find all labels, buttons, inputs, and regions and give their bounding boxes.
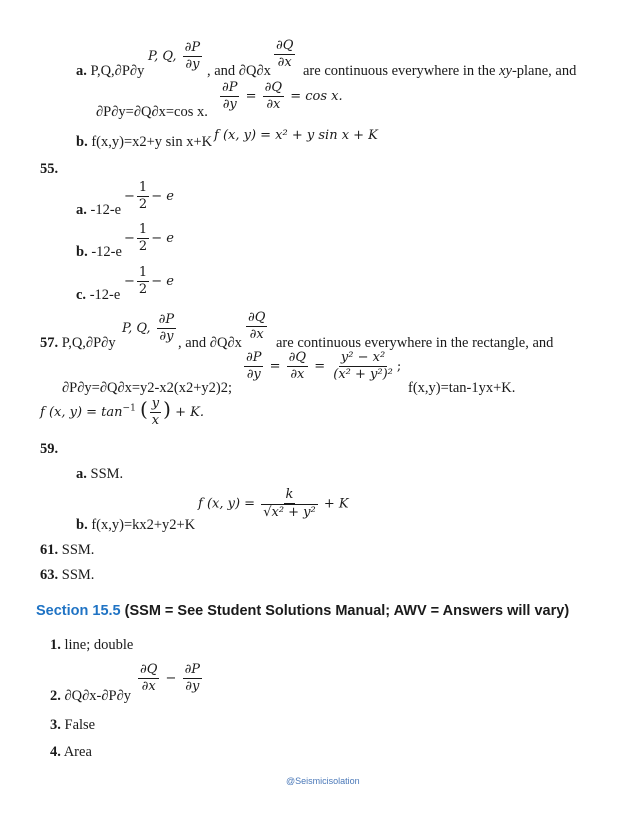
- text: -plane, and: [511, 63, 577, 79]
- math-equation: [218, 80, 343, 113]
- fraction: [263, 80, 284, 113]
- math-55c: [124, 265, 174, 298]
- alt-text: -12-e: [90, 202, 122, 218]
- answer-57: [40, 334, 116, 352]
- frac-num: ∂P: [222, 80, 238, 95]
- frac-num: k: [285, 487, 294, 502]
- mid-text: , and ∂Q∂x: [207, 63, 271, 79]
- frac-num: ∂Q: [248, 310, 266, 325]
- superscript: −1: [122, 403, 136, 414]
- problem-number-55: 55.: [40, 161, 59, 177]
- answer-55b: [76, 243, 122, 261]
- frac-den: ∂x: [266, 97, 281, 112]
- math-s2: [136, 662, 204, 695]
- rhs: = cos x.: [290, 89, 343, 104]
- fraction: [157, 312, 176, 345]
- frac-den: ∂x: [290, 367, 305, 382]
- item-label: a.: [76, 202, 87, 218]
- frac-den: ∂y: [246, 367, 261, 382]
- tail: − e: [151, 274, 174, 289]
- problem-number-2: 2.: [50, 688, 61, 704]
- math-57-equation: [242, 350, 401, 383]
- fraction: [261, 487, 318, 521]
- fraction: [274, 38, 295, 71]
- paren: (: [139, 397, 148, 421]
- frac-num: ∂Q: [264, 80, 283, 95]
- equals: =: [269, 359, 281, 374]
- item-label: b.: [76, 134, 88, 150]
- fraction: [244, 350, 263, 383]
- alt-text: ∂Q∂x-∂P∂y: [64, 688, 132, 704]
- alt-text: f(x,y)=kx2+y2+K: [91, 517, 196, 533]
- alt-text: P,Q,∂P∂y: [61, 335, 116, 351]
- frac-num: 1: [138, 180, 148, 195]
- answer-s1: [50, 636, 133, 654]
- frac-den: ∂y: [159, 329, 174, 344]
- paren: ): [163, 397, 171, 421]
- answer-55a: [76, 201, 121, 219]
- fraction: [331, 350, 395, 383]
- math-55a: [124, 180, 174, 213]
- math-text: P, Q,: [122, 321, 151, 336]
- frac-den: 2: [138, 197, 148, 212]
- math-53b: [214, 128, 378, 143]
- section-heading: [36, 603, 569, 619]
- frac-den: ∂y: [185, 679, 200, 694]
- problem-number-59: 59.: [40, 441, 59, 457]
- frac-den: (x² + y²)²: [333, 367, 393, 382]
- problem-number-57: 57.: [40, 335, 59, 351]
- math-pq: [148, 40, 204, 73]
- text: are continuous everywhere in the: [303, 63, 496, 79]
- fraction: [220, 80, 239, 113]
- answer-s3: [50, 716, 95, 734]
- frac-num: ∂Q: [276, 38, 294, 53]
- tail: − e: [151, 189, 174, 204]
- rhs: + K: [323, 496, 349, 512]
- text-and-57: [178, 334, 242, 352]
- frac-den: √x² + y²: [263, 505, 316, 520]
- alt-text: -12-e: [91, 244, 122, 260]
- answer-53a-line2: [96, 103, 208, 121]
- fraction: [287, 350, 308, 383]
- problem-number-3: 3.: [50, 717, 61, 733]
- math-59b: [198, 487, 349, 521]
- answer-63: [40, 566, 94, 584]
- section-title: Section 15.5: [36, 603, 121, 619]
- math-pq-57: [122, 312, 178, 345]
- fraction: [150, 396, 161, 429]
- answer-59b: [76, 516, 195, 534]
- frac-num: y² − x²: [340, 350, 386, 365]
- alt-text: f(x,y)=tan-1yx+K.: [408, 380, 516, 396]
- frac-den: 2: [138, 239, 148, 254]
- math-text: f (x, y) = x² + y sin x + K: [214, 128, 378, 143]
- item-label: a.: [76, 63, 87, 79]
- fraction: [246, 310, 267, 343]
- frac-num: 1: [138, 265, 148, 280]
- frac-den: 2: [138, 282, 148, 297]
- frac-num: 1: [138, 222, 148, 237]
- semicolon: ;: [396, 359, 402, 374]
- problem-number-1: 1.: [50, 637, 61, 653]
- frac-den: ∂x: [277, 55, 292, 70]
- answer-59a: [76, 465, 123, 483]
- fraction: [183, 40, 202, 73]
- item-label: b.: [76, 517, 88, 533]
- frac-num: ∂Q: [140, 662, 158, 677]
- fraction: [137, 222, 149, 255]
- alt-text: P,Q,∂P∂y: [90, 63, 145, 79]
- alt-text: ∂P∂y=∂Q∂x=y2-x2(x2+y2)2;: [62, 380, 232, 396]
- mid-text: , and ∂Q∂x: [178, 335, 242, 351]
- fraction: [137, 180, 149, 213]
- text: Area: [63, 744, 92, 760]
- alt-text: ∂P∂y=∂Q∂x=cos x.: [96, 104, 208, 120]
- text: are continuous everywhere in the rectangle, and: [276, 335, 554, 351]
- text: SSM.: [61, 542, 95, 558]
- frac-num: ∂P: [184, 662, 201, 677]
- watermark: @Seismicisolation: [286, 776, 360, 786]
- math-dq: [272, 38, 297, 71]
- text: False: [64, 717, 96, 733]
- frac-num: ∂P: [184, 40, 201, 55]
- answer-57-result: [408, 379, 515, 397]
- frac-num: y: [151, 396, 160, 411]
- item-label: b.: [76, 244, 88, 260]
- answer-s4: [50, 743, 92, 761]
- text: SSM.: [61, 567, 95, 583]
- tail: − e: [151, 231, 174, 246]
- minus: −: [165, 671, 177, 686]
- answer-55c: [76, 286, 120, 304]
- alt-text: f(x,y)=x2+y sin x+K: [91, 134, 213, 150]
- item-label: a.: [76, 466, 87, 482]
- answer-s2: [50, 687, 131, 705]
- text-and: [207, 62, 271, 80]
- frac-den: ∂y: [222, 97, 237, 112]
- answer-61: [40, 541, 94, 559]
- frac-den: ∂x: [141, 679, 156, 694]
- text: SSM.: [90, 466, 124, 482]
- frac-den: x: [151, 413, 160, 428]
- equals: =: [314, 359, 326, 374]
- frac-num: ∂Q: [288, 350, 307, 365]
- problem-number-61: 61.: [40, 542, 59, 558]
- text: line; double: [64, 637, 134, 653]
- problem-number-63: 63.: [40, 567, 59, 583]
- frac-num: ∂P: [158, 312, 175, 327]
- math-57-tan: [40, 396, 204, 429]
- problem-number-4: 4.: [50, 744, 61, 760]
- rhs: + K.: [175, 405, 204, 420]
- math-dq-57: [244, 310, 269, 343]
- minus: −: [124, 231, 135, 246]
- frac-den: ∂x: [249, 327, 264, 342]
- math-55b: [124, 222, 174, 255]
- frac-den: ∂y: [185, 57, 200, 72]
- math-text: P, Q,: [148, 49, 177, 64]
- answer-57-line2: [62, 379, 232, 397]
- section-subtitle: (SSM = See Student Solutions Manual; AWV = Answers will vary): [124, 603, 570, 619]
- minus: −: [124, 189, 135, 204]
- text-continuous: [303, 62, 576, 80]
- fraction: [137, 265, 149, 298]
- lhs: f (x, y) =: [198, 496, 256, 512]
- fraction: [138, 662, 159, 695]
- alt-text: -12-e: [89, 287, 121, 303]
- answer-53a: [76, 62, 144, 80]
- minus: −: [124, 274, 135, 289]
- answer-53b: [76, 133, 212, 151]
- equals: =: [245, 89, 257, 104]
- lhs: f (x, y) = tan: [40, 405, 123, 420]
- fraction: [183, 662, 202, 695]
- xy-italic: xy: [499, 63, 512, 79]
- item-label: c.: [76, 287, 87, 303]
- frac-num: ∂P: [246, 350, 262, 365]
